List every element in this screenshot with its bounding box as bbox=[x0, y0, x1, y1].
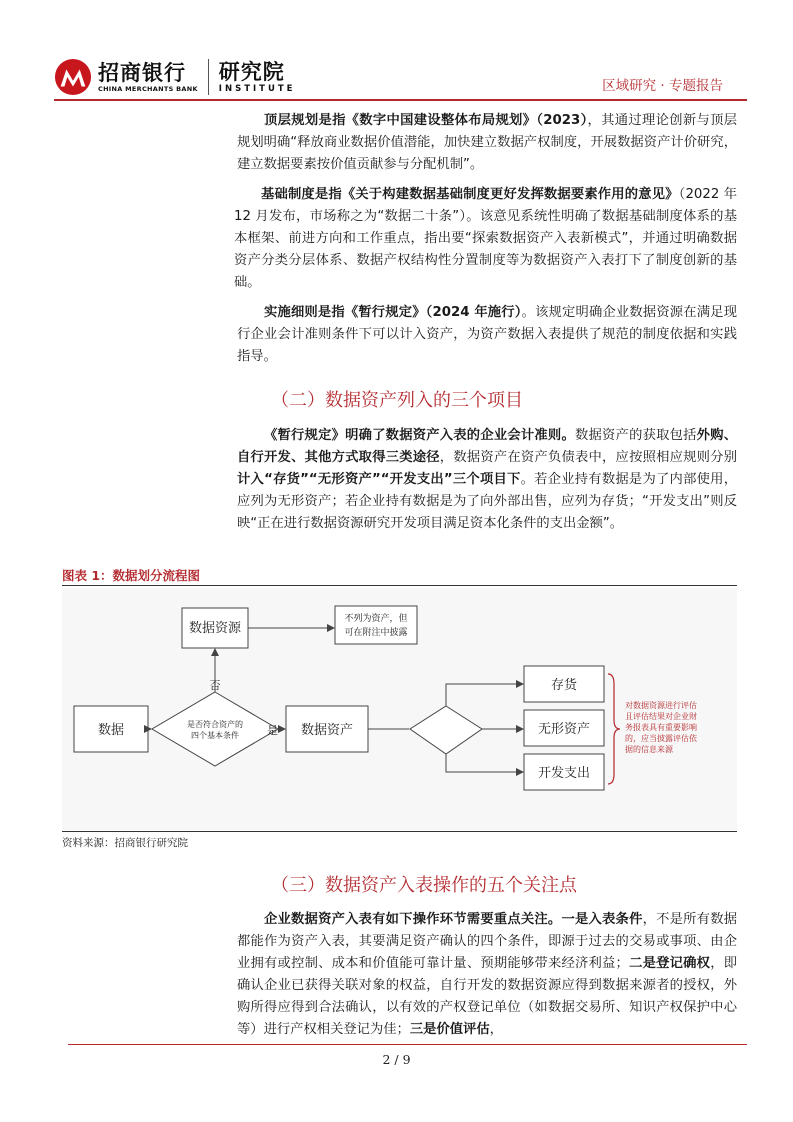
intro-section bbox=[234, 110, 738, 368]
cmb-logo-icon bbox=[54, 58, 92, 96]
logo-group bbox=[54, 58, 295, 96]
figure-title: 图表 1：数据划分流程图 bbox=[62, 568, 201, 583]
figure-source: 资料来源：招商银行研究院 bbox=[62, 837, 188, 849]
text: ，不是所有数据都能作为资产入表，其要满足资产确认的四个条件，即源于过去的交易或事项、由企业拥有或控制、成本和价值能可靠计量、预期能够带来经济利益； bbox=[237, 912, 738, 971]
bold-text: 一是入表条件 bbox=[561, 912, 643, 927]
paragraph-section-3 bbox=[237, 909, 737, 1041]
label-yes: 是 bbox=[267, 724, 278, 737]
bank-name-cn: 招商银行 bbox=[98, 59, 186, 85]
page-number: 2 / 9 bbox=[382, 1052, 411, 1067]
paragraph-lead: 顶层规划是指《数字中国建设整体布局规划》（2023） bbox=[264, 113, 588, 128]
node-data-asset-label: 数据资产 bbox=[300, 723, 354, 738]
node-decision-label-1: 是否符合资产的 bbox=[187, 720, 243, 729]
paragraph-top-level-plan bbox=[237, 110, 737, 176]
figure-bottom-rule bbox=[62, 831, 737, 832]
paragraph-text: 。该规定明确企业数据资源在满足现行企业会计准则条件下可以计入资产，为资产数据入表提供了规范的制度依据和实践指导。 bbox=[237, 305, 738, 364]
paragraph-basic-system bbox=[234, 184, 737, 294]
node-decision-label-2: 四个基本条件 bbox=[191, 731, 239, 740]
flowchart bbox=[62, 588, 737, 830]
report-type: 区域研究 · 专题报告 bbox=[602, 78, 723, 94]
logo-divider bbox=[208, 59, 209, 95]
text: ，数据资产在资产负债表中，应按照相应规则分别 bbox=[439, 450, 738, 465]
paragraph-text: （2022 年 12 月发布，市场称之为“数据二十条”）。该意见系统性明确了数据基础制度体系的基本框架、前进方向和工作重点，指出要“探索数据资产入表新模式”，并通过明确数据资产分类分层体系、数据产权结构性分置制度等为数据资产入表打下了制度创新的基础。 bbox=[234, 187, 738, 290]
bold-text: 二是登记确权 bbox=[628, 956, 711, 971]
institute-name-en: INSTITUTE bbox=[218, 84, 296, 94]
paragraph-text: ，其通过理论创新与顶层规划明确“释放商业数据价值潜能，加快建立数据产权制度，开展数据资产计价研究，建立数据要素按价值贡献参与分配机制”。 bbox=[237, 113, 737, 172]
node-not-asset-label-2: 可在附注中披露 bbox=[344, 628, 408, 638]
node-data-label: 数据 bbox=[97, 723, 125, 738]
paragraph-lead: 基础制度是指《关于构建数据基础制度更好发挥数据要素作用的意见》 bbox=[261, 187, 679, 202]
node-not-asset-box bbox=[335, 606, 417, 644]
figure-top-rule bbox=[62, 585, 737, 586]
text: 。若企业持有数据是为了内部使用，应列为无形资产；若企业持有数据是为了向外部出售，应列为存货；“开发支出”则反映“正在进行数据资源研究开发项目满足资本化条件的支出金额”。 bbox=[237, 472, 738, 531]
bold-text: 三是价值评估 bbox=[409, 1022, 490, 1037]
text: 数据资产的获取包括 bbox=[574, 428, 697, 443]
section-3-body bbox=[237, 909, 737, 1041]
bold-text: 《暂行规定》明确了数据资产入表的企业会计准则。 bbox=[264, 428, 575, 443]
node-inventory-label: 存货 bbox=[550, 678, 578, 693]
bank-name-en: CHINA MERCHANTS BANK bbox=[98, 84, 198, 93]
bold-text: 企业数据资产入表有如下操作环节需要重点关注。 bbox=[264, 912, 562, 927]
node-note-text: 对数据资源进行评估 且评估结果对企业财 务报表具有重要影响 的，应当披露评估依 据的信息来源 bbox=[625, 701, 697, 754]
page-header bbox=[0, 0, 793, 102]
paragraph-lead: 实施细则是指《暂行规定》（2024 年施行） bbox=[264, 305, 522, 320]
paragraph-section-2 bbox=[237, 425, 737, 535]
section-title-3: （三）数据资产入表操作的五个关注点 bbox=[271, 875, 577, 896]
node-dev-cost-label: 开发支出 bbox=[537, 766, 591, 781]
text: ，即确认企业已获得关联对象的权益，自行开发的数据资源应得到数据来源者的授权，外购所得应得到合法确认，以有效的产权登记单位（如数据交易所、知识产权保护中心等）进行产权相关登记为佳； bbox=[237, 956, 738, 1037]
institute-name bbox=[219, 60, 296, 94]
flowchart-svg bbox=[62, 588, 737, 830]
node-data-resource-label: 数据资源 bbox=[188, 621, 242, 636]
footer-divider bbox=[68, 1044, 747, 1045]
section-title-2: （二）数据资产列入的三个项目 bbox=[271, 390, 523, 411]
bank-name bbox=[98, 61, 198, 94]
node-not-asset-label-1: 不列为资产，但 bbox=[344, 614, 408, 624]
paragraph-implementation-rules bbox=[237, 302, 737, 368]
institute-name-cn: 研究院 bbox=[218, 59, 285, 84]
section-2-body bbox=[237, 425, 737, 535]
bold-text: 外购、自行开发、其他方式取得三类途径 bbox=[237, 428, 738, 465]
node-intangible-label: 无形资产 bbox=[537, 722, 591, 737]
bold-text: 计入“存货”“无形资产”“开发支出”三个项目下 bbox=[237, 472, 521, 487]
text: ， bbox=[489, 1022, 503, 1037]
label-no: 否 bbox=[209, 679, 221, 692]
header-divider bbox=[54, 99, 747, 101]
